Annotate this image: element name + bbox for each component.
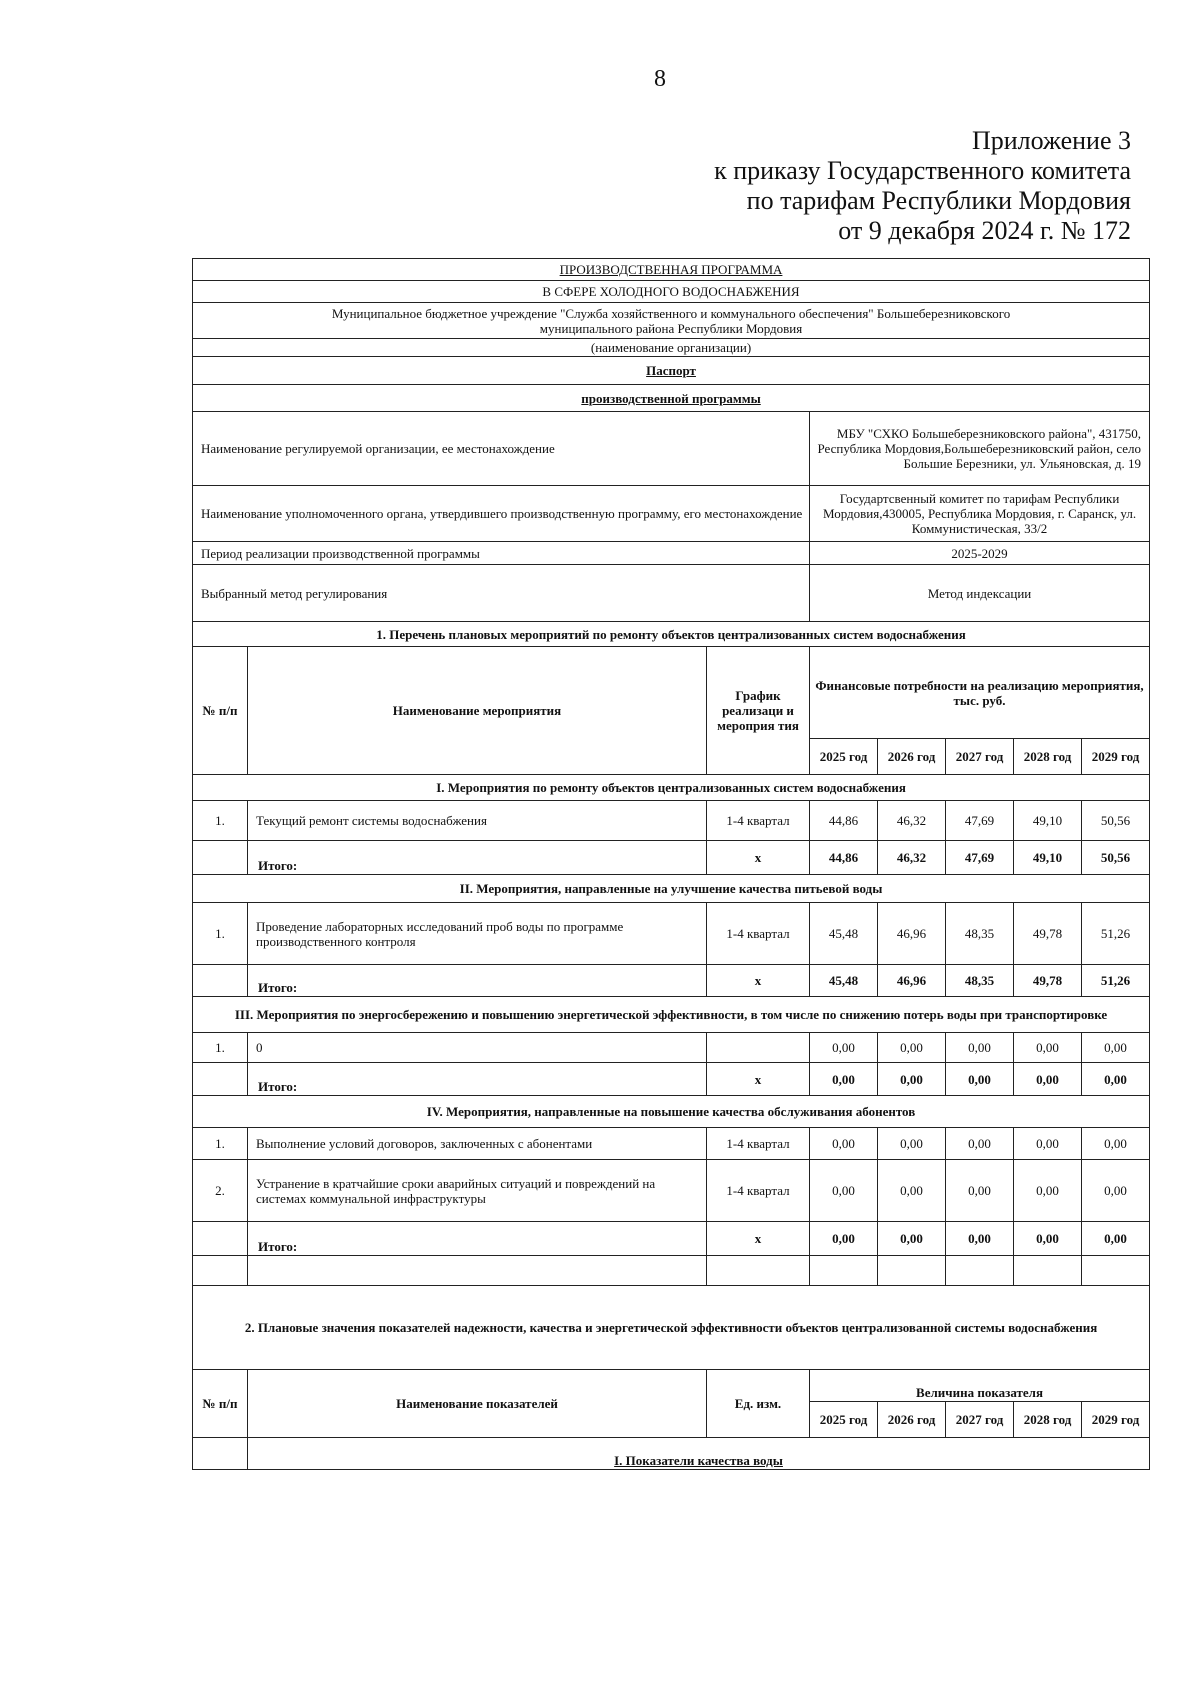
row-value: 46,32 [878, 801, 946, 841]
s2-year-header: 2025 год [810, 1402, 878, 1438]
program-title: ПРОИЗВОДСТВЕННАЯ ПРОГРАММА [193, 259, 1150, 281]
row-name: Текущий ремонт системы водоснабжения [248, 801, 707, 841]
row-value: 0,00 [810, 1128, 878, 1160]
total-value: 0,00 [1014, 1222, 1082, 1256]
organization-name-line-1: Муниципальное бюджетное учреждение "Служба хозяйственного и коммунального обеспечения" Большеберезниковского [331, 305, 1011, 321]
total-label: Итого: [248, 841, 707, 875]
row-value: 0,00 [1014, 1160, 1082, 1222]
total-label: Итого: [248, 1222, 707, 1256]
row-value: 0,00 [810, 1160, 878, 1222]
row-name: Устранение в кратчайшие сроки аварийных ситуаций и повреждений на системах коммунальной инфраструктуры [248, 1160, 707, 1222]
total-x: х [707, 965, 810, 997]
row-value: 0,00 [878, 1128, 946, 1160]
total-value: 0,00 [1082, 1063, 1150, 1096]
passport-title: Паспорт [193, 357, 1150, 385]
total-value: 0,00 [810, 1222, 878, 1256]
row-value: 0,00 [1014, 1033, 1082, 1063]
total-value: 0,00 [1082, 1222, 1150, 1256]
total-x: х [707, 1063, 810, 1096]
year-header: 2028 год [1014, 739, 1082, 775]
row-value: 0,00 [1082, 1033, 1150, 1063]
row-name: 0 [248, 1033, 707, 1063]
total-value: 46,32 [878, 841, 946, 875]
total-value: 50,56 [1082, 841, 1150, 875]
total-value: 49,10 [1014, 841, 1082, 875]
row-value: 48,35 [946, 903, 1014, 965]
s2-col-header-unit: Ед. изм. [707, 1370, 810, 1438]
passport-label-period: Период реализации производственной программы [193, 542, 810, 565]
row-name: Проведение лабораторных исследований проб воды по программе производственного контроля [248, 903, 707, 965]
total-value: 0,00 [810, 1063, 878, 1096]
passport-value-organization: МБУ "СХКО Большеберезниковского района", 431750, Республика Мордовия,Большеберезниковский район, село Большие Березники, ул. Ульяновская, д. 19 [810, 412, 1150, 486]
row-value: 0,00 [946, 1128, 1014, 1160]
row-value: 51,26 [1082, 903, 1150, 965]
row-value: 44,86 [810, 801, 878, 841]
organization-name-line-2: муниципального района Республики Мордовия [539, 320, 803, 336]
col-header-finance: Финансовые потребности на реализацию мероприятия, тыс. руб. [810, 647, 1150, 739]
page-number: 8 [654, 66, 666, 92]
year-header: 2025 год [810, 739, 878, 775]
row-value: 0,00 [1082, 1160, 1150, 1222]
row-schedule: 1-4 квартал [707, 1128, 810, 1160]
total-value: 0,00 [1014, 1063, 1082, 1096]
total-value: 47,69 [946, 841, 1014, 875]
total-value: 45,48 [810, 965, 878, 997]
program-subtitle: В СФЕРЕ ХОЛОДНОГО ВОДОСНАБЖЕНИЯ [193, 281, 1150, 303]
total-value: 0,00 [946, 1063, 1014, 1096]
year-header: 2026 год [878, 739, 946, 775]
appendix-heading [714, 126, 1131, 246]
passport-value-method: Метод индексации [810, 565, 1150, 622]
organization-caption: (наименование организации) [193, 339, 1150, 357]
group-title: I. Мероприятия по ремонту объектов централизованных систем водоснабжения [193, 775, 1150, 801]
total-value: 49,78 [1014, 965, 1082, 997]
appendix-line-1: Приложение 3 [971, 126, 1131, 155]
row-schedule: 1-4 квартал [707, 1160, 810, 1222]
group-title: IV. Мероприятия, направленные на повышение качества обслуживания абонентов [193, 1096, 1150, 1128]
s2-col-header-name: Наименование показателей [248, 1370, 707, 1438]
row-value: 49,10 [1014, 801, 1082, 841]
group-title: III. Мероприятия по энергосбережению и повышению энергетической эффективности, в том числе по снижению потерь воды при транспортировке [193, 997, 1150, 1033]
s2-subsection-title: I. Показатели качества воды [248, 1438, 1150, 1470]
row-num: 2. [193, 1160, 248, 1222]
row-num: 1. [193, 1128, 248, 1160]
total-value: 44,86 [810, 841, 878, 875]
total-x: х [707, 1222, 810, 1256]
group-title: II. Мероприятия, направленные на улучшение качества питьевой воды [193, 875, 1150, 903]
row-value: 0,00 [810, 1033, 878, 1063]
col-header-num: № п/п [193, 647, 248, 775]
col-header-name: Наименование мероприятия [248, 647, 707, 775]
passport-value-period: 2025-2029 [810, 542, 1150, 565]
row-value: 0,00 [878, 1033, 946, 1063]
total-x: х [707, 841, 810, 875]
passport-label-authority: Наименование уполномоченного органа, утвердившего производственную программу, его местонахождение [193, 486, 810, 542]
total-label: Итого: [248, 965, 707, 997]
s2-year-header: 2027 год [946, 1402, 1014, 1438]
row-value: 0,00 [1082, 1128, 1150, 1160]
section1-title: 1. Перечень плановых мероприятий по ремонту объектов централизованных систем водоснабжения [193, 622, 1150, 647]
row-name: Выполнение условий договоров, заключенных с абонентами [248, 1128, 707, 1160]
row-value: 0,00 [878, 1160, 946, 1222]
row-num: 1. [193, 1033, 248, 1063]
row-schedule: 1-4 квартал [707, 903, 810, 965]
organization-name [193, 303, 1150, 339]
total-value: 0,00 [878, 1222, 946, 1256]
total-value: 0,00 [878, 1063, 946, 1096]
s2-col-header-value: Величина показателя [810, 1370, 1150, 1402]
row-schedule [707, 1033, 810, 1063]
total-value: 46,96 [878, 965, 946, 997]
passport-subtitle: производственной программы [193, 385, 1150, 412]
row-num: 1. [193, 903, 248, 965]
s2-col-header-num: № п/п [193, 1370, 248, 1438]
appendix-line-4: от 9 декабря 2024 г. № 172 [838, 216, 1131, 245]
year-header: 2029 год [1082, 739, 1150, 775]
row-value: 45,48 [810, 903, 878, 965]
row-value: 0,00 [946, 1160, 1014, 1222]
s2-year-header: 2028 год [1014, 1402, 1082, 1438]
row-num: 1. [193, 801, 248, 841]
row-value: 0,00 [1014, 1128, 1082, 1160]
total-label: Итого: [248, 1063, 707, 1096]
passport-value-authority: Государтсвенный комитет по тарифам Республики Мордовия,430005, Республика Мордовия, г. Саранск, ул. Коммунистическая, 33/2 [810, 486, 1150, 542]
row-value: 50,56 [1082, 801, 1150, 841]
passport-label-method: Выбранный метод регулирования [193, 565, 810, 622]
appendix-line-2: к приказу Государственного комитета [714, 156, 1131, 185]
appendix-line-3: по тарифам Республики Мордовия [746, 186, 1131, 215]
year-header: 2027 год [946, 739, 1014, 775]
total-value: 0,00 [946, 1222, 1014, 1256]
total-value: 48,35 [946, 965, 1014, 997]
total-value: 51,26 [1082, 965, 1150, 997]
s2-year-header: 2029 год [1082, 1402, 1150, 1438]
s2-year-header: 2026 год [878, 1402, 946, 1438]
row-value: 46,96 [878, 903, 946, 965]
section2-title: 2. Плановые значения показателей надежности, качества и энергетической эффективности объектов централизованной системы водоснабжения [193, 1286, 1150, 1370]
row-value: 49,78 [1014, 903, 1082, 965]
production-program-table [192, 258, 1150, 1470]
row-value: 0,00 [946, 1033, 1014, 1063]
passport-label-organization: Наименование регулируемой организации, ее местонахождение [193, 412, 810, 486]
col-header-schedule: График реализаци и мероприя тия [707, 647, 810, 775]
row-schedule: 1-4 квартал [707, 801, 810, 841]
row-value: 47,69 [946, 801, 1014, 841]
